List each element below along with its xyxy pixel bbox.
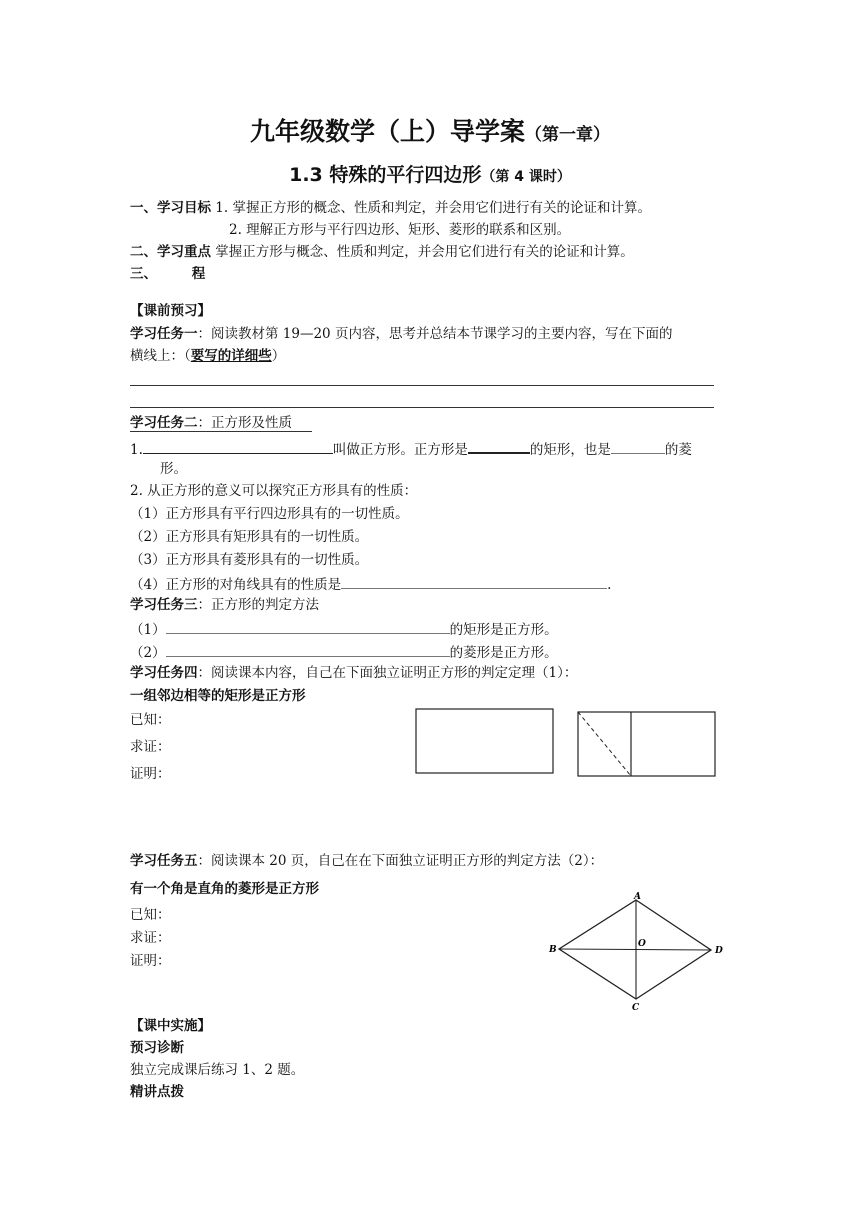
task4-line (130, 664, 577, 682)
task5-label: 学习任务五 (130, 853, 198, 869)
task4-label: 学习任务四 (130, 665, 198, 681)
diagnosis-heading: 预习诊断 (130, 1040, 184, 1056)
task4-theorem: 一组邻边相等的矩形是正方形 (130, 688, 306, 704)
focus-line (130, 243, 634, 261)
task5-text: ：阅读课本 20 页，自己在在下面独立证明正方形的判定方法（2）： (197, 853, 604, 869)
task5-line (130, 852, 603, 870)
process-char: 程 (191, 266, 206, 282)
objectives-line1 (130, 199, 651, 217)
task3-line (130, 596, 319, 614)
task1-text2a: 横线上：（ (130, 348, 191, 364)
diagnosis-text: 独立完成课后练习 1、2 题。 (130, 1062, 305, 1078)
title-suffix: （第一章） (525, 125, 610, 145)
judge-2-line (130, 642, 558, 662)
task1-text2b: ） (271, 348, 286, 364)
subtitle-suffix: （第 4 课时） (481, 169, 571, 185)
q1-blank-2[interactable] (468, 438, 530, 454)
fold-diagonal (578, 712, 631, 776)
label-B: B (549, 945, 557, 955)
judge-1-num: （1） (130, 622, 166, 638)
judge-1-line (130, 619, 558, 639)
task5-prove: 求证： (130, 930, 171, 946)
property-1: （1）正方形具有平行四边形具有的一切性质。 (130, 506, 409, 522)
task4-known: 已知： (130, 712, 171, 728)
property-3: （3）正方形具有菱形具有的一切性质。 (130, 552, 369, 568)
answer-line-1[interactable] (130, 385, 714, 386)
judge-2-num: （2） (130, 645, 166, 661)
q1-text-b: 的矩形，也是 (529, 442, 611, 458)
preview-heading: 【课前预习】 (130, 303, 211, 319)
judge-2-text: 的菱形是正方形。 (449, 645, 558, 661)
focus-heading: 二、学习重点 (130, 244, 211, 260)
process-num: 三、 (130, 266, 157, 282)
property-4-line (130, 574, 611, 594)
q1-blank-1[interactable] (143, 439, 333, 454)
task3-label: 学习任务三 (130, 597, 198, 613)
task5-theorem: 有一个角是直角的菱形是正方形 (130, 881, 319, 897)
task2-label: 学习任务二 (130, 415, 198, 431)
rectangle-figure (415, 708, 555, 774)
task4-prove: 求证： (130, 739, 171, 755)
objective-1: 1. 掌握正方形的概念、性质和判定，并会用它们进行有关的论证和计算。 (215, 200, 651, 216)
task1-line1 (130, 325, 672, 343)
property-2: （2）正方形具有矩形具有的一切性质。 (130, 529, 369, 545)
task2-line (130, 414, 292, 432)
label-C: C (632, 1003, 640, 1013)
task3-text: ：正方形的判定方法 (197, 597, 319, 613)
q2-intro: 2. 从正方形的意义可以探究正方形具有的性质： (130, 483, 418, 499)
judge-1-text: 的矩形是正方形。 (449, 622, 558, 638)
page-title (0, 112, 860, 148)
objectives-heading: 一、学习目标 (130, 200, 211, 216)
task4-text: ：阅读课本内容，自己在下面独立证明正方形的判定定理（1）： (197, 665, 578, 681)
focus-text: 掌握正方形与概念、性质和判定，并会用它们进行有关的论证和计算。 (215, 244, 634, 260)
task2-underline (130, 431, 312, 432)
q1-number: 1. (130, 442, 143, 458)
rectangle-shape (416, 709, 553, 773)
task4-proof: 证明： (130, 766, 171, 782)
folded-rectangle-figure (577, 711, 717, 778)
subtitle-main: 1.3 特殊的平行四边形 (289, 164, 482, 186)
judge-2-blank[interactable] (166, 642, 450, 657)
task2-text: ：正方形及性质 (197, 415, 292, 431)
property-4-end: . (607, 577, 612, 593)
task5-proof: 证明： (130, 953, 171, 969)
objective-2: 2. 理解正方形与平行四边形、矩形、菱形的联系和区别。 (229, 222, 571, 238)
rhombus-figure (545, 890, 730, 1012)
answer-line-2[interactable] (130, 407, 714, 408)
question1-line (130, 438, 692, 459)
q1-text-a: 叫做正方形。正方形是 (332, 442, 468, 458)
label-D: D (715, 946, 723, 956)
task1-emphasis: 要写的详细些 (190, 348, 272, 364)
diagonal-BD (559, 949, 711, 950)
q1-blank-3[interactable] (611, 439, 665, 454)
task1-text: ：阅读教材第 19—20 页内容，思考并总结本节课学习的主要内容，写在下面的 (197, 326, 673, 342)
folded-rectangle-shape (578, 712, 715, 776)
task1-line2 (130, 347, 285, 365)
property-4-blank[interactable] (341, 574, 607, 589)
title-main: 九年级数学（上）导学案 (249, 117, 525, 146)
task5-known: 已知： (130, 907, 171, 923)
property-4: （4）正方形的对角线具有的性质是 (130, 577, 342, 593)
process-line (130, 265, 205, 283)
task1-label: 学习任务一 (130, 326, 198, 342)
judge-1-blank[interactable] (166, 619, 450, 634)
subtitle (0, 160, 860, 187)
inclass-heading: 【课中实施】 (130, 1018, 211, 1034)
label-O: O (638, 939, 646, 949)
label-A: A (634, 892, 641, 902)
explain-heading: 精讲点拨 (130, 1084, 184, 1100)
q1-text-c: 的菱 (664, 442, 692, 458)
q1-text-d: 形。 (160, 461, 187, 477)
